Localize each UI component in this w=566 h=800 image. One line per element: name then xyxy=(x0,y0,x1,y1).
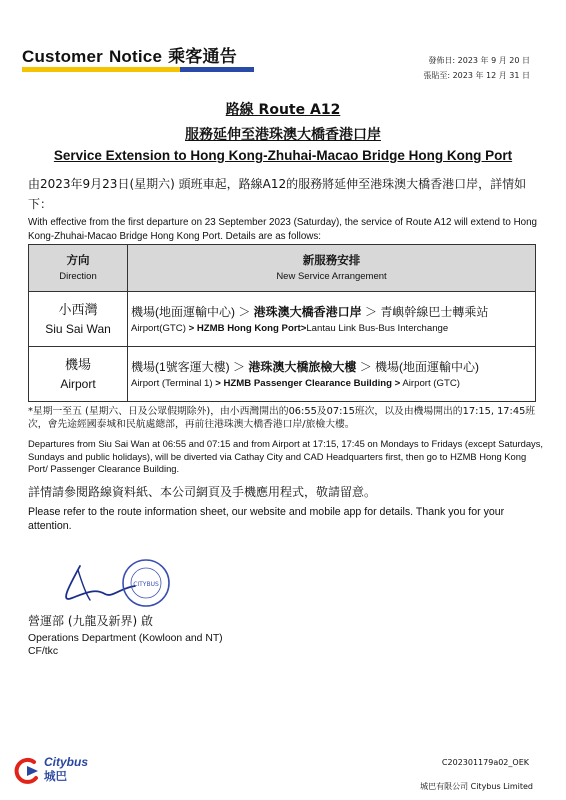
route-title: 路線 Route A12 xyxy=(225,102,341,118)
company-name: 城巴有限公司 Citybus Limited xyxy=(420,782,533,791)
table-row xyxy=(29,347,536,402)
logo-text-en: Citybus xyxy=(44,755,89,769)
direction-en: Airport xyxy=(60,377,96,391)
table-header-row xyxy=(29,245,536,292)
reference-code: CF/tkc xyxy=(28,646,59,657)
issue-date: 發佈日: 2023 年 9 月 20 日 xyxy=(428,56,530,65)
arrangement-header-en: New Service Arrangement xyxy=(276,271,387,282)
notice-title-en-1: Customer xyxy=(22,47,103,66)
direction-en: Siu Sai Wan xyxy=(45,322,111,336)
stop-text: Lantau Link Bus-Bus Interchange xyxy=(306,323,449,334)
notice-dates xyxy=(423,53,530,83)
direction-cell xyxy=(29,347,128,402)
stop-text: 機場(1號客運大樓) ＞ xyxy=(131,360,249,374)
stop-highlight: 港珠澳大橋旅檢大樓 xyxy=(248,360,357,374)
arrangement-header-cn: 新服務安排 xyxy=(302,255,361,267)
header-stripe xyxy=(22,67,254,72)
logo-text-cn: 城巴 xyxy=(44,769,67,783)
stop-text: Airport(GTC) xyxy=(131,323,189,334)
stop-text: ＞ 青嶼幹線巴士轉乘站 xyxy=(361,305,489,319)
notice-title xyxy=(22,42,243,67)
stop-highlight: > HZMB Hong Kong Port> xyxy=(188,323,307,334)
headline-en: Service Extension to Hong Kong-Zhuhai-Macao Bridge Hong Kong Port xyxy=(53,148,513,163)
direction-cell xyxy=(29,292,128,347)
arrangement-cell xyxy=(128,292,536,347)
citybus-logo-icon xyxy=(12,756,42,786)
reference-en: Please refer to the route information sheet, our website and mobile app for details. Thank you for your attention. xyxy=(28,506,505,532)
expiry-date: 張貼至: 2023 年 12 月 31 日 xyxy=(423,71,530,80)
arrangement-header xyxy=(128,245,536,292)
stop-text: ＞ 機場(地面運輸中心) xyxy=(356,360,480,374)
stop-text: 機場(地面運輸中心) ＞ xyxy=(131,305,254,319)
footnote-en: Departures from Siu Sai Wan at 06:55 and 07:15 and from Airport at 17:15, 17:45 on Mondays to Fridays (except Saturdays, Sundays and public holidays), will be diverted via Cathay City and CAD Headquarters first, then go to HZMB Hong Kong Port/ Passenger Clearance Building. xyxy=(28,438,544,475)
headline-cn: 服務延伸至港珠澳大橋香港口岸 xyxy=(185,127,381,143)
department-cn: 營運部 (九龍及新界) 啟 xyxy=(28,614,153,628)
service-table xyxy=(28,244,536,402)
table-row xyxy=(29,292,536,347)
svg-text:CITYBUS: CITYBUS xyxy=(133,581,159,588)
arrangement-cell xyxy=(128,347,536,402)
notice-title-en-2: Notice xyxy=(108,47,163,66)
company-seal xyxy=(120,557,172,609)
reference-cn: 詳情請參閱路線資料紙、本公司網頁及手機應用程式，敬請留意。 xyxy=(28,485,377,499)
document-ref: C202301179a02_OEK xyxy=(441,758,529,767)
footnote-cn: *星期一至五 (星期六、日及公眾假期除外)，由小西灣開出的06:55及07:15班次，以及由機場開出的17:15, 17:45班次，會先途經國泰城和民航處總部，再前往港珠澳大橋香港口岸/旅檢大樓。 xyxy=(28,406,536,430)
stop-highlight: 港珠澳大橋香港口岸 xyxy=(253,305,362,319)
notice-title-cn: 乘客通告 xyxy=(168,47,237,66)
arrangement-en xyxy=(128,322,535,336)
direction-cn: 小西灣 xyxy=(58,302,98,317)
direction-header xyxy=(29,245,128,292)
arrangement-cn xyxy=(128,302,535,322)
arrangement-cn xyxy=(128,357,535,377)
stop-text: Airport (Terminal 1) xyxy=(131,378,216,389)
direction-cn: 機場 xyxy=(64,357,91,372)
direction-header-cn: 方向 xyxy=(66,255,90,267)
department-en: Operations Department (Kowloon and NT) xyxy=(28,633,223,644)
stop-text: Airport (GTC) xyxy=(400,378,460,389)
intro-cn: 由2023年9月23日(星期六) 頭班車起，路線A12的服務將延伸至港珠澳大橋香港口岸，詳情如下： xyxy=(28,177,527,211)
direction-header-en: Direction xyxy=(59,271,97,282)
arrangement-en xyxy=(128,377,535,391)
stop-highlight: > HZMB Passenger Clearance Building > xyxy=(215,378,401,389)
intro-en: With effective from the first departure on 23 September 2023 (Saturday), the service of Route A12 will extend to Hong Kong-Zhuhai-Macao Bridge Hong Kong Port. Details are as follows: xyxy=(28,217,537,242)
